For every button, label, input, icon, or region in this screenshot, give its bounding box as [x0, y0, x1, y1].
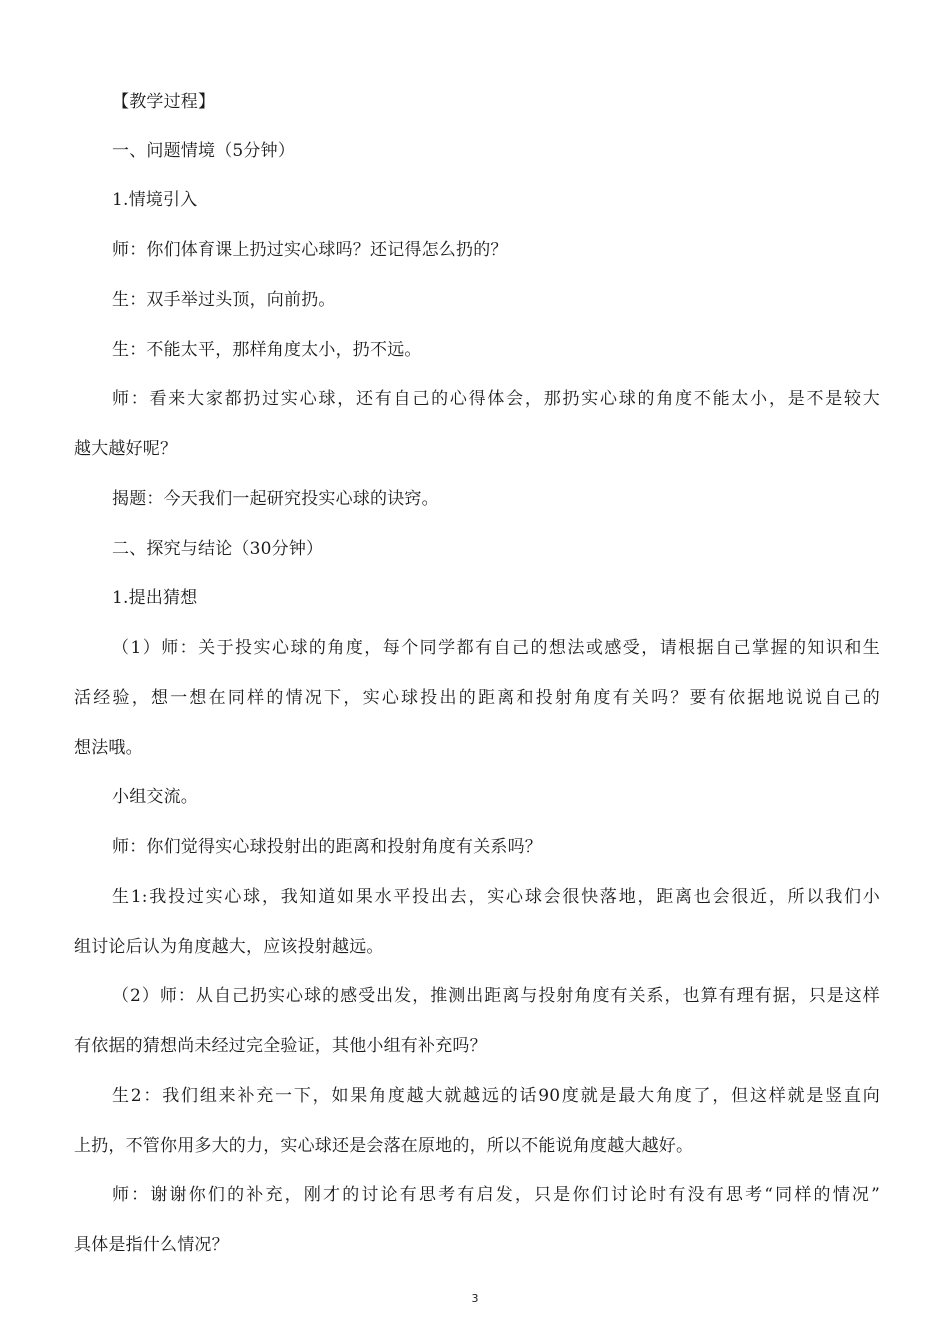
paragraph-line: 具体是指什么情况？ — [74, 1235, 229, 1255]
paragraph-line: （2）师：从自己扔实心球的感受出发，推测出距离与投射角度有关系，也算有理有据，只是这样 — [112, 986, 880, 1006]
paragraph-line: 有依据的猜想尚未经过完全验证，其他小组有补充吗？ — [74, 1036, 487, 1056]
paragraph-line: 师：谢谢你们的补充，刚才的讨论有思考有启发，只是你们讨论时有没有思考“同样的情况” — [112, 1185, 880, 1205]
page-number: 3 — [471, 1292, 479, 1305]
subheading-situation-intro: 1.情境引入 — [112, 190, 198, 210]
paragraph-line: 想法哦。 — [74, 738, 143, 758]
paragraph-line: （1）师：关于投实心球的角度，每个同学都有自己的想法或感受，请根据自己掌握的知识和生 — [112, 638, 880, 658]
paragraph-line: 组讨论后认为角度越大，应该投射越远。 — [74, 937, 384, 957]
paragraph-line: 生：双手举过头顶，向前扔。 — [112, 290, 336, 310]
paragraph-line: 活经验，想一想在同样的情况下，实心球投出的距离和投射角度有关吗？要有依据地说说自己的 — [74, 688, 880, 708]
section-heading-inquiry: 二、探究与结论（30分钟） — [112, 539, 324, 559]
subheading-hypothesis: 1.提出猜想 — [112, 588, 198, 608]
paragraph-line: 越大越好呢？ — [74, 439, 178, 459]
paragraph-line: 师：你们体育课上扔过实心球吗？还记得怎么扔的？ — [112, 240, 508, 260]
paragraph-line: 上扔，不管你用多大的力，实心球还是会落在原地的，所以不能说角度越大越好。 — [74, 1136, 694, 1156]
paragraph-line: 生2：我们组来补充一下，如果角度越大就越远的话90度就是最大角度了，但这样就是竖直向 — [112, 1086, 880, 1106]
paragraph-line: 小组交流。 — [112, 787, 198, 807]
paragraph-line: 师：看来大家都扔过实心球，还有自己的心得体会，那扔实心球的角度不能太小，是不是较大 — [112, 389, 880, 409]
paragraph-line: 揭题：今天我们一起研究投实心球的诀窍。 — [112, 489, 439, 509]
section-heading-problem-situation: 一、问题情境（5分钟） — [112, 141, 296, 161]
section-heading-teaching-process: 【教学过程】 — [112, 92, 216, 112]
paragraph-line: 生1:我投过实心球，我知道如果水平投出去，实心球会很快落地，距离也会很近，所以我们小 — [112, 887, 880, 907]
paragraph-line: 生：不能太平，那样角度太小，扔不远。 — [112, 340, 422, 360]
paragraph-line: 师：你们觉得实心球投射出的距离和投射角度有关系吗？ — [112, 837, 542, 857]
